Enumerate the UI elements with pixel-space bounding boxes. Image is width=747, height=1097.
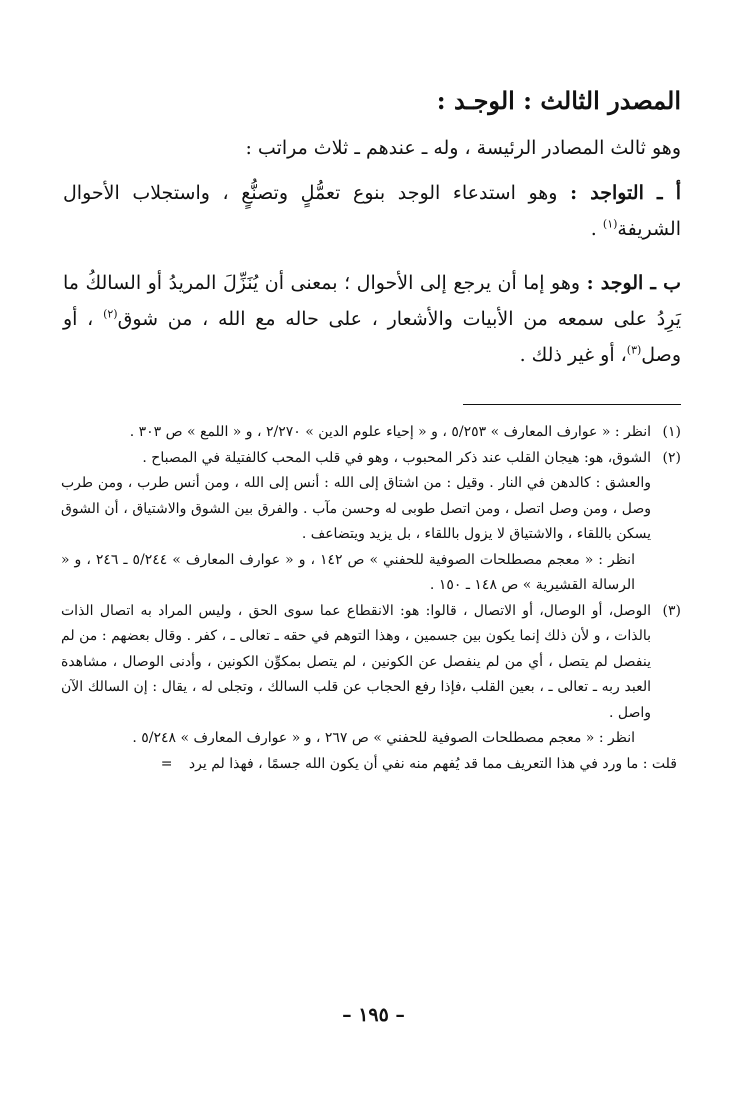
footnote-text: الشوق، هو: هيجان القلب عند ذكر المحبوب ، وهو في قلب المحب كالفتيلة في المصباح .: [142, 449, 651, 466]
paragraph-wajd: [63, 265, 681, 373]
footnote-body: [61, 599, 651, 752]
footnote-1: [61, 420, 681, 446]
footnote-number: (٣): [662, 602, 681, 619]
continuation-text: قلت : ما ورد في هذا التعريف مما قد يُفهم منه نفي أن يكون الله جسمًا ، فهذا لم يرد: [188, 755, 677, 772]
footnote-ref-3[interactable]: (٣): [626, 343, 642, 357]
footnote-text: انظر : « عوارف المعارف » ٥/٢٥٣ ، و « إحياء علوم الدين » ٢/٢٧٠ ، و « اللمع » ص ٣٠٣ .: [129, 424, 651, 440]
page-number: – ١٩٥ –: [342, 1004, 405, 1026]
intro-paragraph: وهو ثالث المصادر الرئيسة ، وله ـ عندهم ـ ثلاث مراتب :: [245, 137, 681, 159]
footnote-divider: [463, 404, 681, 405]
paragraph-tawajud: [63, 175, 681, 247]
footnote-text: الوصل، أو الوصال، أو الاتصال ، قالوا: هو: الانقطاع عما سوى الحق ، وليس المراد به اتصال الذات بالذات ، و لأن ذلك إنما يكون بين جسمين ، وهذا التوهم في حقه ـ تعالى ـ ، كفر . وقال بعضهم : من لم ينفصل لم يتصل ، أي من لم ينفصل عن الكونين ، لم يتصل بمكوِّن الكونين ، وأدنى الوصال ، مشاهدة العبد ربه ـ تعالى ـ ، بعين القلب ،فإذا رفع الحجاب عن قلب السالك ، وتجلى له ، يقال : إن السالك الآن واصل .: [61, 602, 651, 721]
paragraph-end: .: [590, 218, 603, 240]
footnote-number: (١): [662, 424, 681, 440]
continuation-mark: =: [160, 755, 173, 772]
footnote-3: [61, 599, 681, 752]
paragraph-text: ، أو وصل: [63, 308, 681, 366]
footnote-citation: انظر : « معجم مصطلحات الصوفية للحفني » ص ١٤٢ ، و « عوارف المعارف » ٥/٢٤٤ ـ ٢٤٦ ، و « الرسالة القشيرية » ص ١٤٨ ـ ١٥٠ .: [61, 551, 635, 593]
paragraph-label: ب ـ الوجد :: [586, 272, 681, 294]
footnote-continuation: [61, 752, 681, 778]
footnotes: [61, 420, 681, 777]
footnote-ref-1[interactable]: (١): [602, 217, 618, 231]
footnote-citation: انظر : « معجم مصطلحات الصوفية للحفني » ص ٢٦٧ ، و « عوارف المعارف » ٥/٢٤٨ .: [132, 730, 635, 746]
section-heading: المصدر الثالث : الوجـد :: [436, 86, 681, 115]
footnote-text: والعشق : كالدهن في النار . وقيل : من اشتاق إلى الله : أنس إلى الله ، ومن أنس طرب ، ومن طرب وصل ، ومن وصل اتصل ، ومن اتصل طوبى له وحسن مآب . والفرق بين الشوق والاشتياق ، أن الشوق يسكن باللقاء ، والاشتياق لا يزول باللقاء ، بل يزيد ويتضاعف .: [61, 475, 651, 542]
footnote-2: [61, 446, 681, 599]
footnote-body: [61, 420, 651, 446]
footnote-ref-2[interactable]: (٢): [103, 307, 118, 321]
footnote-body: [61, 446, 651, 599]
paragraph-text: وهو إما أن يرجع إلى الأحوال ؛ بمعنى أن يُنَزِّلَ المريدُ أو السالكُ ما يَرِدُ على سمعه من الأبيات والأشعار ، على حاله مع الله ، من شوق: [63, 272, 681, 330]
paragraph-label: أ ـ التواجد :: [570, 182, 681, 204]
footnote-number: (٢): [662, 449, 681, 466]
paragraph-text: ، أو غير ذلك .: [519, 344, 627, 366]
paragraph-text: وهو استدعاء الوجد بنوع تعمُّلٍ وتصنُّعٍ ، واستجلاب الأحوال الشريفة: [63, 182, 681, 240]
